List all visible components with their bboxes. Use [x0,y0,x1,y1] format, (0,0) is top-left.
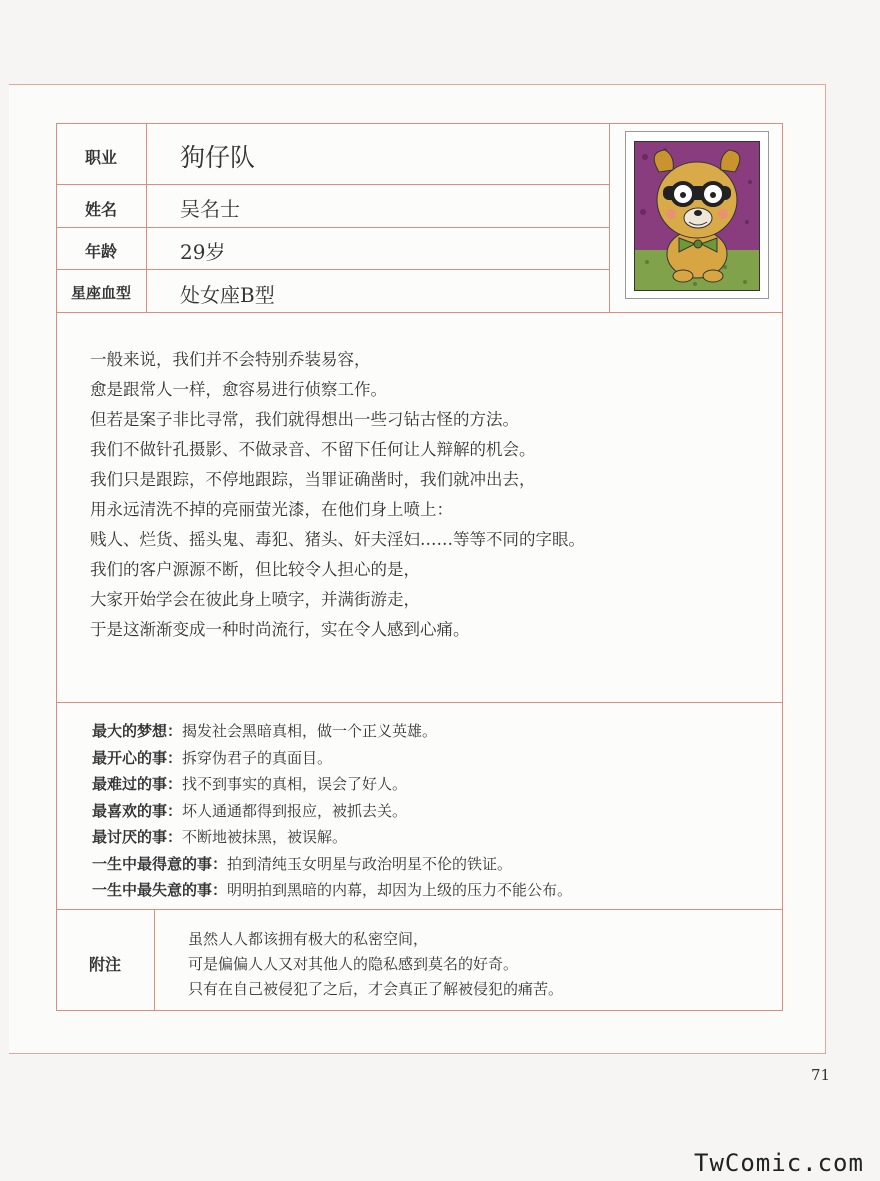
paragraph-line: 于是这渐渐变成一种时尚流行，实在令人感到心痛。 [90,620,470,639]
fact-value: 拍到清纯玉女明星与政治明星不伦的铁证。 [227,854,513,873]
note-line: 虽然人人都该拥有极大的私密空间， [188,930,429,948]
occupation-value: 狗仔队 [180,143,256,172]
fact-key: 一生中最失意的事： [92,881,228,899]
narrative-paragraph [90,345,585,645]
paragraph-line: 我们不做针孔摄影、不做录音、不留下任何让人辩解的机会。 [90,440,536,459]
age-value: 29岁 [180,240,226,264]
age-label: 年龄 [84,242,117,261]
paragraph-line: 一般来说，我们并不会特别乔装易容， [90,350,371,369]
list-item [92,877,572,904]
fact-key: 最难过的事： [92,775,183,793]
list-item [92,798,572,825]
occupation-label: 职业 [84,148,117,167]
note-line: 可是偏偏人人又对其他人的隐私感到莫名的好奇。 [188,955,519,973]
paragraph-line: 大家开始学会在彼此身上喷字，并满街游走， [90,590,420,609]
paragraph-line: 我们只是跟踪，不停地跟踪，当罪证确凿时，我们就冲出去， [90,470,536,489]
paragraph-line: 但若是案子非比寻常，我们就得想出一些刁钻古怪的方法。 [90,410,519,429]
list-item [92,824,572,851]
divider [56,312,783,313]
divider [609,123,610,312]
divider [146,123,147,312]
divider [56,269,609,270]
divider [56,909,783,910]
dog-illustration [635,142,759,290]
character-portrait [625,131,769,299]
list-item [92,718,572,745]
fact-value: 明明拍到黑暗的内幕，却因为上级的压力不能公布。 [227,881,573,899]
fact-value: 揭发社会黑暗真相，做一个正义英雄。 [182,722,438,740]
fact-key: 最大的梦想： [92,722,183,740]
fact-key: 最讨厌的事： [92,828,183,846]
paragraph-line: 用永远清洗不掉的亮丽萤光漆，在他们身上喷上： [90,500,453,519]
fact-key: 最喜欢的事： [92,801,183,820]
list-item [92,851,572,878]
list-item [92,745,572,772]
sign-value: 处女座B型 [180,283,275,307]
paragraph-line: 贱人、烂货、摇头鬼、毒犯、猪头、奸夫淫妇……等等不同的字眼。 [90,530,585,549]
sign-label: 星座血型 [70,284,131,302]
paragraph-line: 我们的客户源源不断，但比较令人担心的是， [90,560,420,579]
note-line: 只有在自己被侵犯了之后，才会真正了解被侵犯的痛苦。 [188,980,564,998]
note-text [188,927,563,1002]
note-label: 附注 [88,955,121,974]
fact-value: 拆穿伪君子的真面目。 [182,748,333,767]
page-number: 71 [811,1066,831,1084]
paragraph-line: 愈是跟常人一样，愈容易进行侦察工作。 [90,380,387,399]
divider [56,227,609,228]
fact-key: 一生中最得意的事： [92,854,228,873]
divider [56,184,609,185]
name-value: 吴名士 [180,197,240,221]
fact-value: 找不到事实的真相，误会了好人。 [182,775,408,793]
facts-list [92,718,572,904]
list-item [92,771,572,798]
divider [154,909,155,1011]
fact-value: 坏人通通都得到报应，被抓去关。 [182,801,408,820]
site-watermark: TwComic.com [694,1149,864,1177]
name-label: 姓名 [84,200,117,219]
fact-value: 不断地被抹黑，被误解。 [182,828,348,846]
fact-key: 最开心的事： [92,748,183,767]
divider [56,702,783,703]
